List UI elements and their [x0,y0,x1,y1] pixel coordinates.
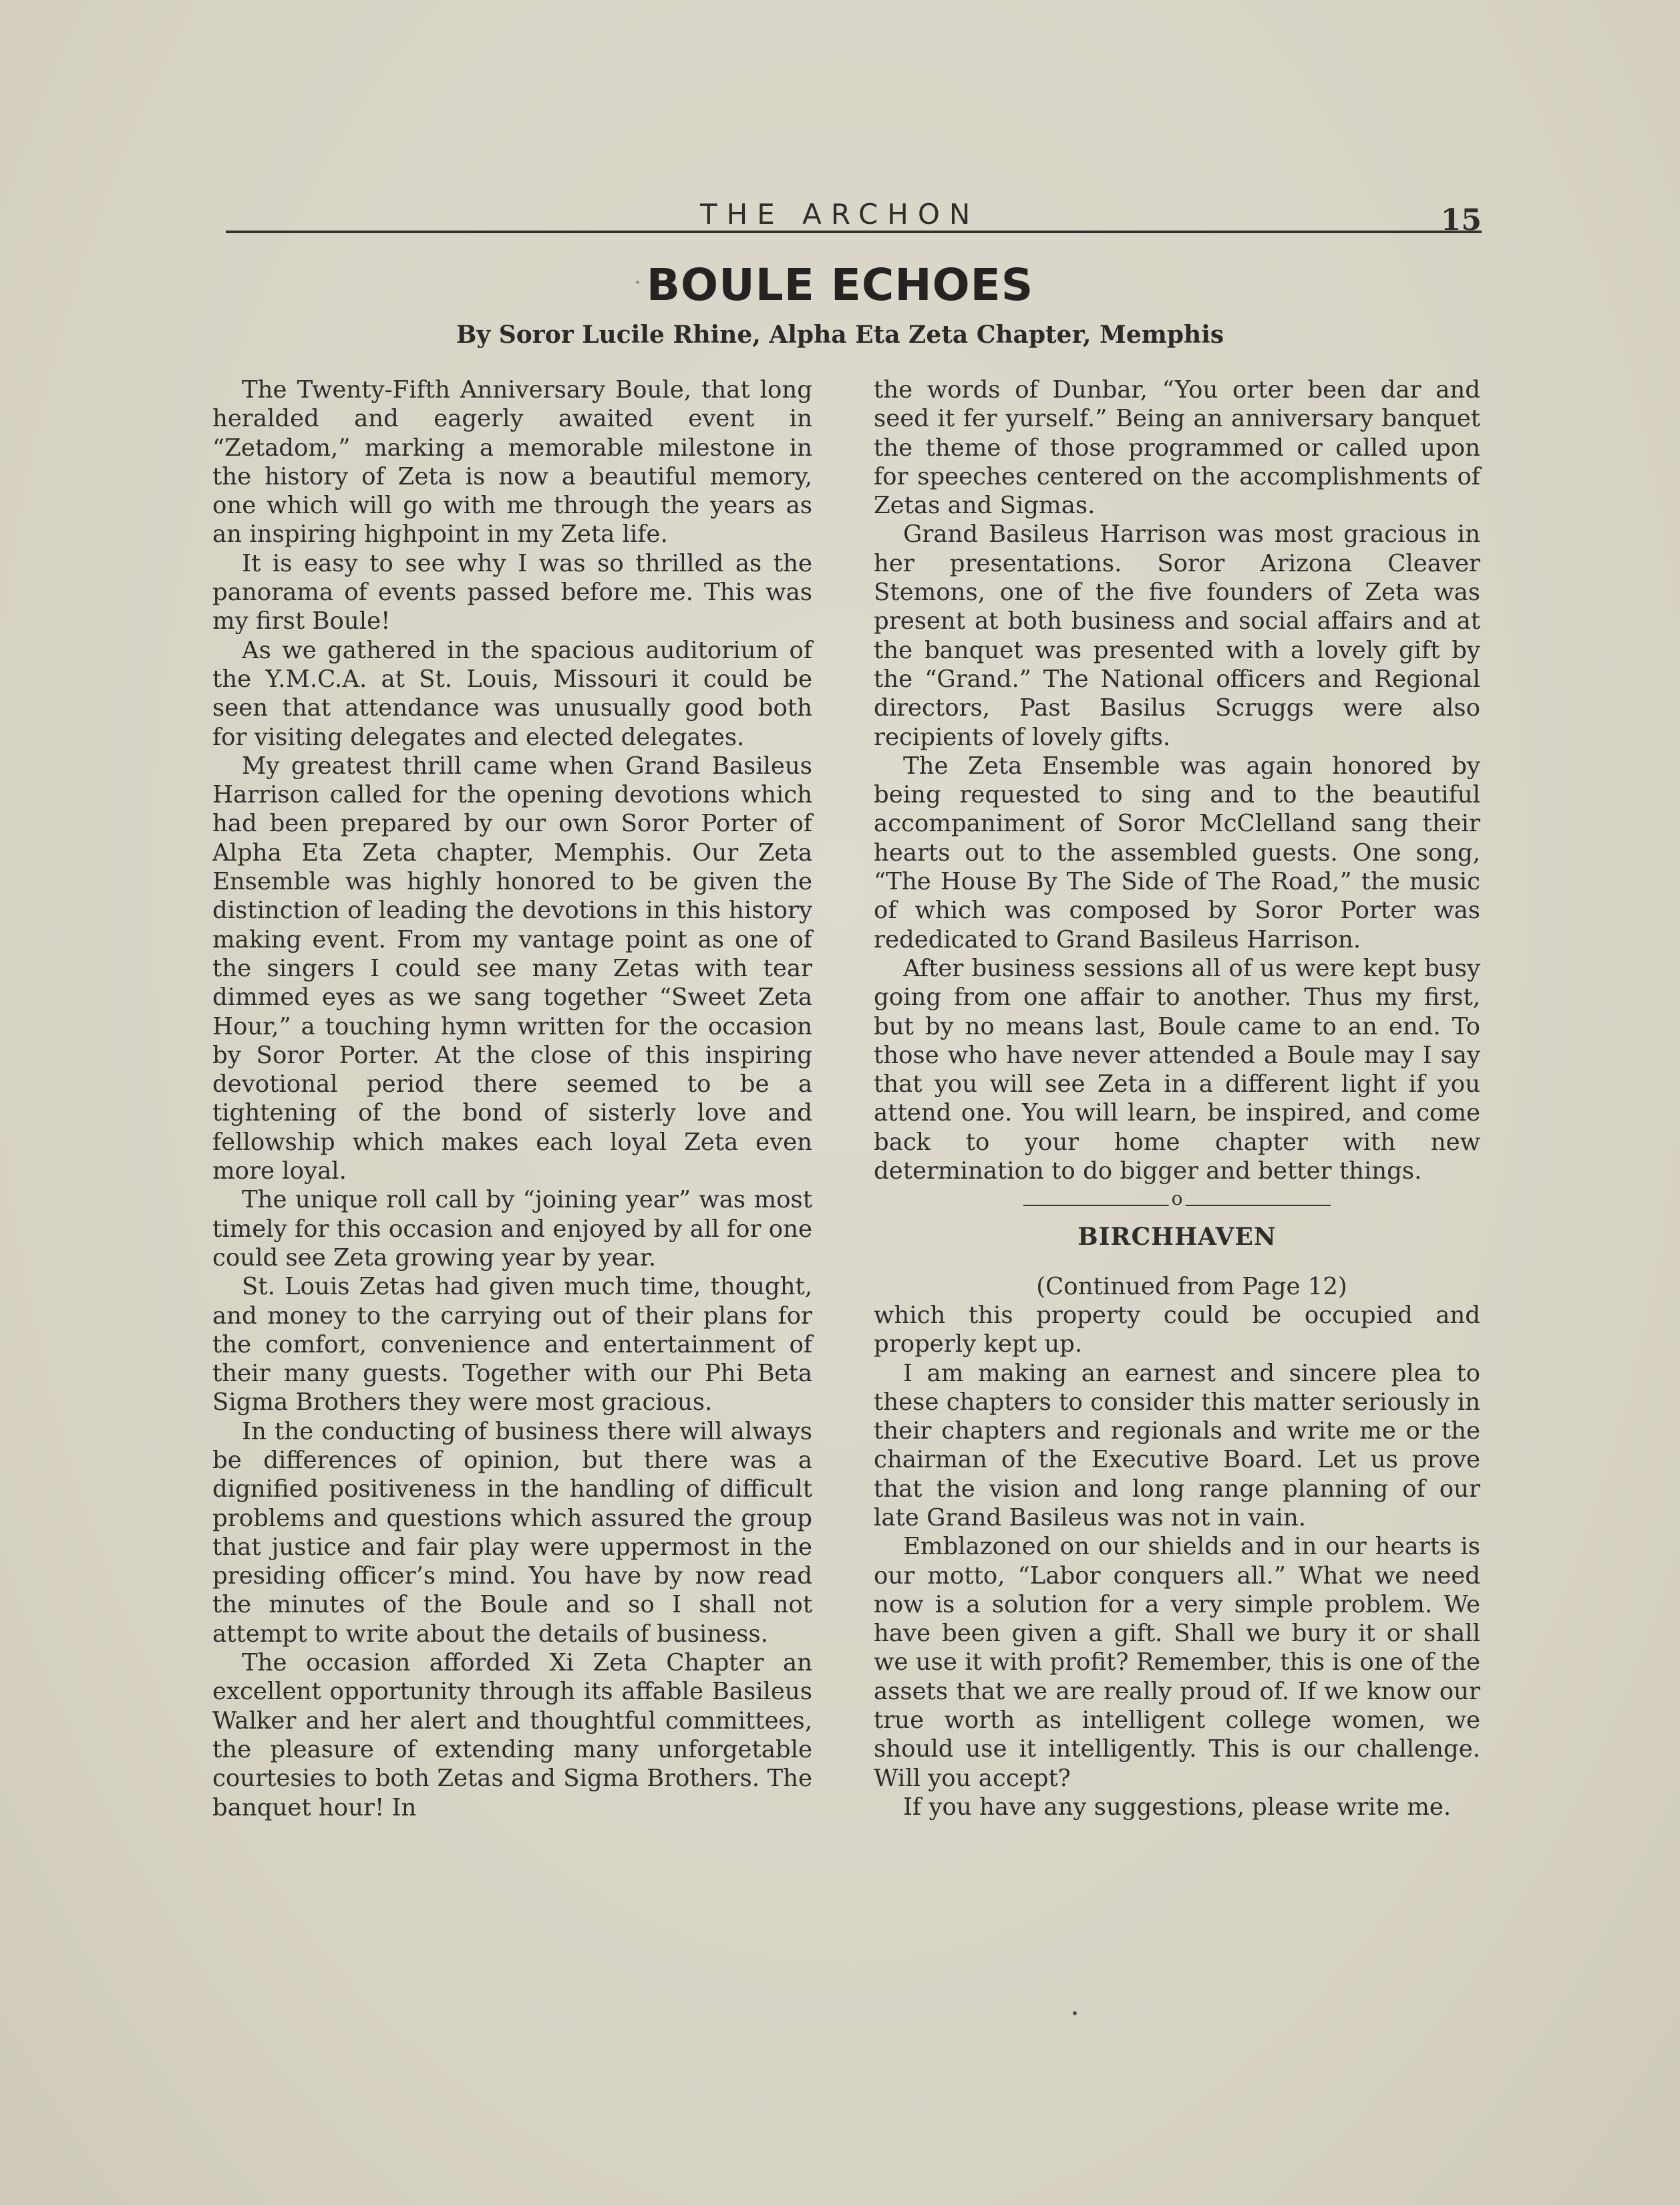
continued-note: (Continued from Page 12) [1036,1272,1347,1300]
section-separator [874,1189,1480,1216]
left-column [212,376,812,1822]
birchhaven-heading: BIRCHHAVEN [1077,1223,1277,1252]
page-number: 15 [1440,203,1482,237]
paragraph: After business sessions all of us were kept busy going from one affair to another. Thus my first, but by no means last, Boule came to an end. To those who have never attended a Boule may I say that you will see Zeta in a different light if you attend one. You will learn, be inspired, and come back to your home chapter with new determination to do bigger and better things. [874,954,1480,1185]
print-speck [636,281,639,284]
article-title: BOULE ECHOES [646,259,1034,311]
paragraph-continued: which this property could be occupied and properly kept up. [874,1301,1480,1358]
paragraph-continued: the words of Dunbar, “You orter been dar and seed it fer yurself.” Being an anniversary banquet the theme of those programmed or called upon for speeches centered on the accomplishments of Zetas and Sigmas. [874,376,1480,520]
paragraph: In the conducting of business there will always be differences of opinion, but there was a dignified positiveness in the handling of difficult problems and questions which assured the group that justice and fair play were uppermost in the presiding officer’s mind. You have by now read the minutes of the Boule and so I shall not attempt to write about the details of business. [212,1417,812,1648]
article-byline: By Soror Lucile Rhine, Alpha Eta Zeta Chapter, Memphis [456,321,1224,349]
paragraph: Emblazoned on our shields and in our hearts is our motto, “Labor conquers all.” What we need now is a solution for a very simple problem. We have been given a gift. Shall we bury it or shall we use it with profit? Remember, this is one of the assets that we are really proud of. If we know our true worth as intelligent college women, we should use it intelligently. This is our challenge. Will you accept? [874,1533,1480,1792]
paragraph: The occasion afforded Xi Zeta Chapter an excellent opportunity through its affable Basileus Walker and her alert and thoughtful committees, the pleasure of extending many unforgetable courtesies to both Zetas and Sigma Brothers. The banquet hour! In [212,1649,812,1821]
paragraph: The Zeta Ensemble was again honored by being requested to sing and to the beautiful accompaniment of Soror McClelland sang their hearts out to the assembled guests. One song, “The House By The Side of The Road,” the music of which was composed by Soror Porter was rededicated to Grand Basileus Harrison. [874,752,1480,953]
running-title: THE ARCHON [700,198,980,231]
paragraph: As we gathered in the spacious auditorium of the Y.M.C.A. at St. Louis, Missouri it could be seen that attendance was unusually good both for visiting delegates and elected delegates. [212,636,812,751]
paragraph: The Twenty-Fifth Anniversary Boule, that long heralded and eagerly awaited event in “Zetadom,” marking a memorable milestone in the history of Zeta is now a beautiful memory, one which will go with me through the years as an inspiring highpoint in my Zeta life. [212,376,812,549]
print-speck [1073,2011,1077,2015]
paragraph: If you have any suggestions, please write me. [903,1793,1452,1821]
paragraph: It is easy to see why I was so thrilled as the panorama of events passed before me. This was my first Boule! [212,549,812,635]
running-header [226,198,1482,235]
separator-mark: o [1169,1189,1186,1208]
right-column [874,376,1480,1821]
paragraph: I am making an earnest and sincere plea to these chapters to consider this matter seriously in their chapters and regionals and write me or the chairman of the Executive Board. Let us prove that the vision and long range planning of our late Grand Basileus was not in vain. [874,1359,1480,1531]
paragraph: St. Louis Zetas had given much time, thought, and money to the carrying out of their plans for the comfort, convenience and entertainment of their many guests. Together with our Phi Beta Sigma Brothers they were most gracious. [212,1273,812,1417]
paragraph: Grand Basileus Harrison was most gracious in her presentations. Soror Arizona Cleaver Stemons, one of the five founders of Zeta was present at both business and social affairs and at the banquet was presented with a lovely gift by the “Grand.” The National officers and Regional directors, Past Basilus Scruggs were also recipients of lovely gifts. [874,521,1480,751]
paragraph: My greatest thrill came when Grand Basileus Harrison called for the opening devotions which had been prepared by our own Soror Porter of Alpha Eta Zeta chapter, Memphis. Our Zeta Ensemble was highly honored to be given the distinction of leading the devotions in this history making event. From my vantage point as one of the singers I could see many Zetas with tear dimmed eyes as we sang together “Sweet Zeta Hour,” a touching hymn written for the occasion by Soror Porter. At the close of this inspiring devotional period there seemed to be a tightening of the bond of sisterly love and fellowship which makes each loyal Zeta even more loyal. [212,752,812,1185]
header-rule [226,231,1482,233]
paragraph: The unique roll call by “joining year” was most timely for this occasion and enjoyed by all for one could see Zeta growing year by year. [212,1186,812,1272]
